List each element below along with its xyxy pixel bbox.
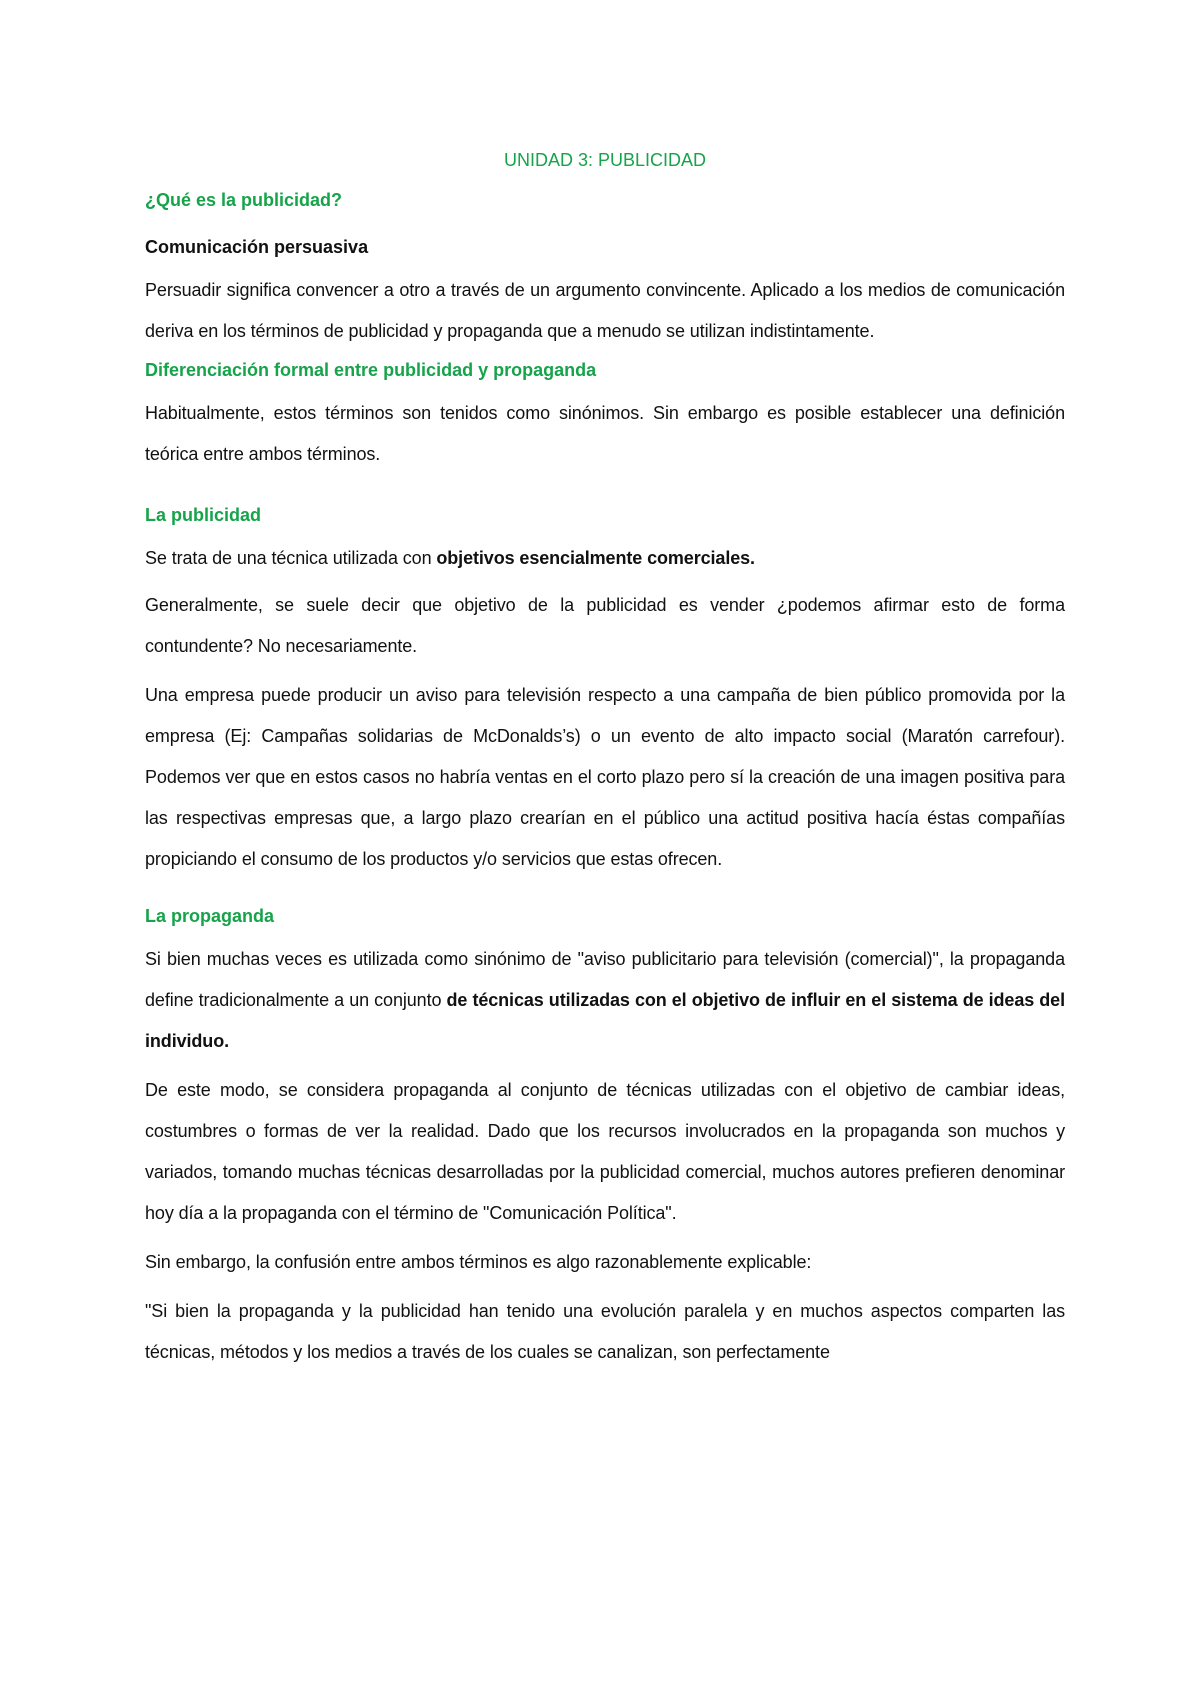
persuasive-heading: Comunicación persuasiva [145, 237, 369, 257]
paragraph-tecnica-bold: objetivos esencialmente comerciales. [436, 548, 755, 568]
publicidad-heading: La publicidad [145, 505, 262, 525]
paragraph-empresa: Una empresa puede producir un aviso para televisión respecto a una campaña de bien público promovida por la empresa (Ej: Campañas solidarias de McDonalds’s) o un evento de alto impacto social (Maratón carrefour). Podemos ver que en estos casos no habría ventas en el corto plazo pero sí la creación de una imagen positiva para las respectivas empresas que, a largo plazo crearían en el público una actitud positiva hacía éstas compañías propiciando el consumo de los productos y/o servicios que estas ofrecen. [145, 685, 1065, 869]
paragraph-generalmente: Generalmente, se suele decir que objetivo de la publicidad es vender ¿podemos afirmar esto de forma contundente? No necesariamente. [145, 595, 1065, 656]
question-heading: ¿Qué es la publicidad? [145, 190, 343, 210]
paragraph-persuadir: Persuadir significa convencer a otro a través de un argumento convincente. Aplicado a los medios de comunicación deriva en los términos de publicidad y propaganda que a menudo se utilizan indistintamente. [145, 280, 1065, 341]
document-title: UNIDAD 3: PUBLICIDAD [503, 150, 707, 170]
differentiation-heading: Diferenciación formal entre publicidad y propaganda [145, 360, 597, 380]
paragraph-si-bien-text: Si bien muchas veces es utilizada como sinónimo de "aviso publicitario para televisión (comercial)", la propaganda define tradicionalmente a un conjunto [145, 949, 1065, 1010]
paragraph-habitualmente: Habitualmente, estos términos son tenidos como sinónimos. Sin embargo es posible establecer una definición teórica entre ambos términos. [145, 403, 1065, 464]
paragraph-sin-embargo: Sin embargo, la confusión entre ambos términos es algo razonablemente explicable: [145, 1252, 812, 1272]
paragraph-de-este-modo: De este modo, se considera propaganda al conjunto de técnicas utilizadas con el objetivo de cambiar ideas, costumbres o formas de ver la realidad. Dado que los recursos involucrados en la propaganda son muchos y variados, tomando muchas técnicas desarrolladas por la publicidad comercial, muchos autores prefieren denominar hoy día a la propaganda con el término de "Comunicación Política". [145, 1080, 1065, 1223]
paragraph-tecnica-text: Se trata de una técnica utilizada con [145, 548, 437, 568]
paragraph-si-bien [145, 939, 1065, 1062]
paragraph-tecnica [145, 538, 1065, 579]
paragraph-si-bien-bold: de técnicas utilizadas con el objetivo de influir en el sistema de ideas del individuo. [145, 990, 1065, 1051]
document-page [145, 140, 1065, 1373]
paragraph-quote: "Si bien la propaganda y la publicidad han tenido una evolución paralela y en muchos aspectos comparten las técnicas, métodos y los medios a través de los cuales se canalizan, son perfectamente [145, 1301, 1065, 1362]
propaganda-heading: La propaganda [145, 906, 275, 926]
